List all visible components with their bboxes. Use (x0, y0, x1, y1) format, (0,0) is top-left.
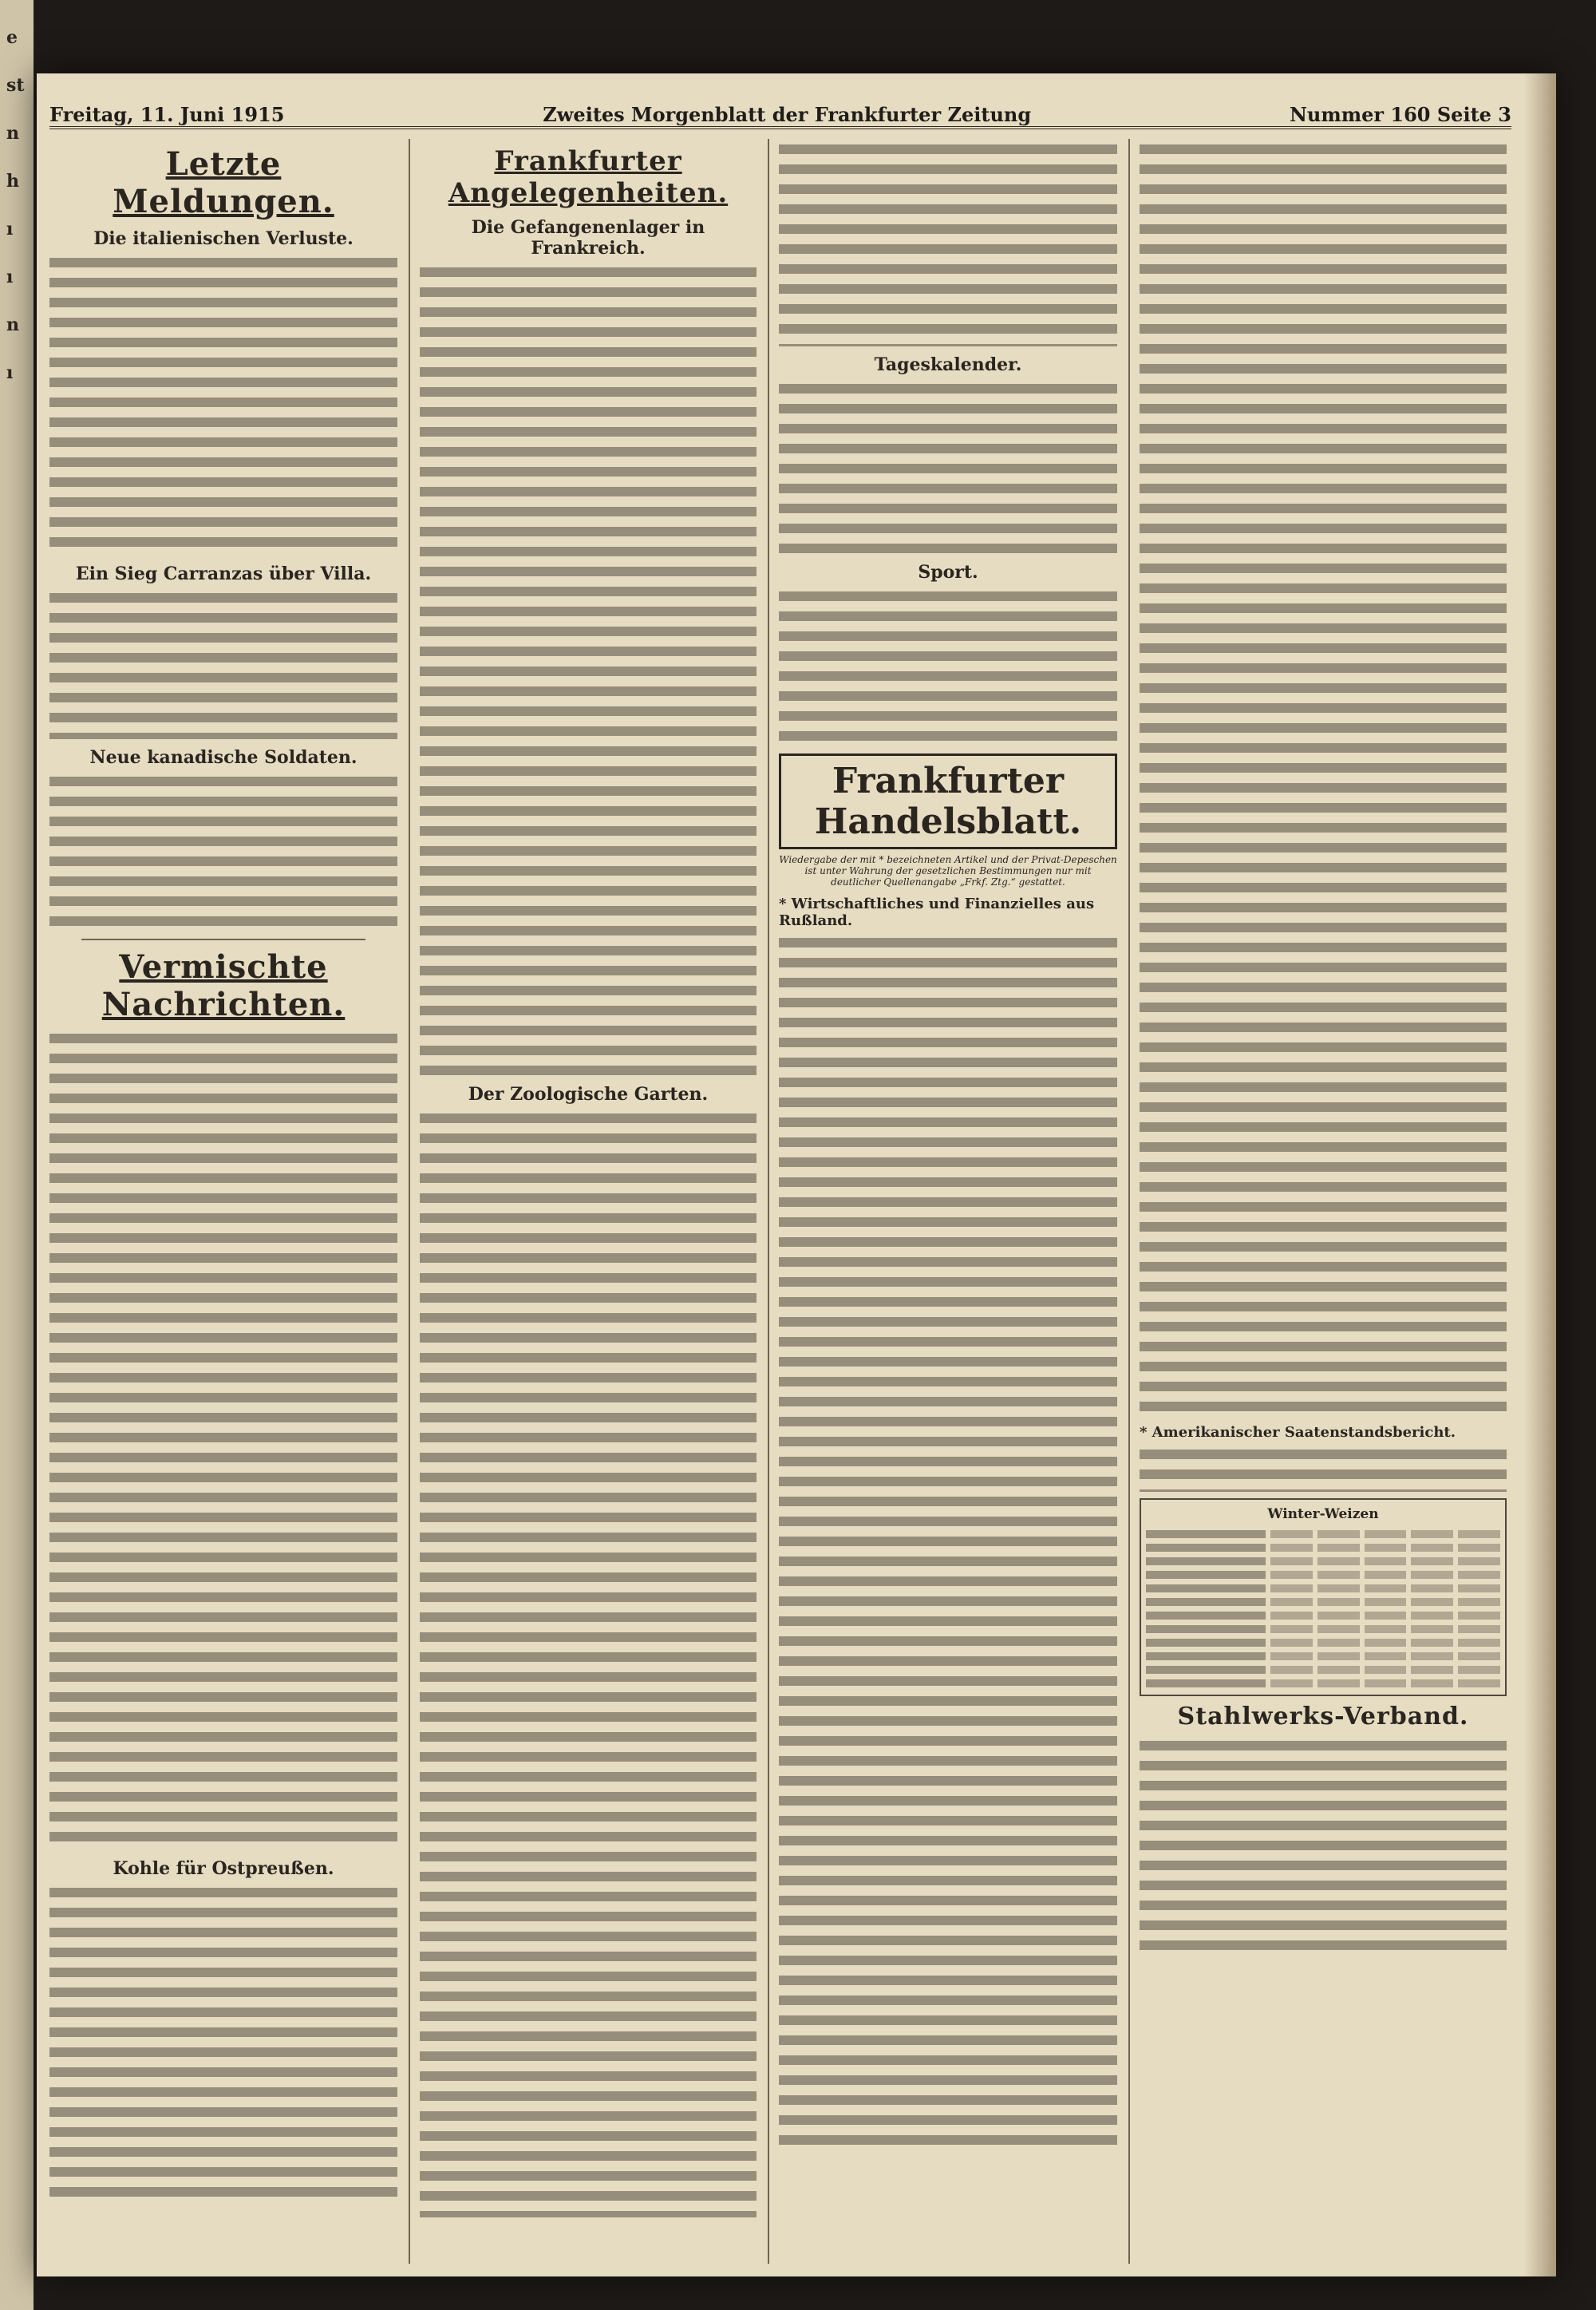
table-row (1146, 1676, 1500, 1687)
article-text (779, 586, 1117, 746)
newspaper-page (37, 73, 1556, 2276)
table-row (1146, 1595, 1500, 1606)
section-banner: Frankfurter Handelsblatt. (779, 754, 1117, 849)
article-text (49, 771, 397, 931)
section-title: Vermischte Nachrichten. (101, 948, 346, 1023)
article-heading: Ein Sieg Carranzas über Villa. (75, 564, 372, 584)
calendar-text (779, 378, 1117, 554)
article-heading: Der Zoologische Garten. (468, 1084, 709, 1105)
article-heading: * Amerikanischer Saatenstandsbericht. (1140, 1424, 1456, 1441)
masthead-date: Freitag, 11. Juni 1915 (49, 103, 285, 126)
article-heading: * Wirtschaftliches und Finanzielles aus Rußland. (779, 896, 1095, 929)
article-text (779, 932, 1117, 2146)
table-row (1146, 1622, 1500, 1633)
section-title: Frankfurter Angelegenheiten. (448, 145, 729, 209)
previous-page-edge: e st n h ı ı n ı (0, 0, 34, 2310)
column-rule (1128, 139, 1130, 2264)
article-text (1140, 139, 1507, 1416)
article-heading: Sport. (918, 562, 978, 583)
column-1 (49, 139, 397, 2264)
crop-table (1140, 1498, 1507, 1696)
table-row (1146, 1636, 1500, 1647)
article-text (779, 139, 1117, 346)
table-row (1146, 1608, 1500, 1620)
table-row (1146, 1663, 1500, 1674)
page-fold-shadow (1524, 73, 1556, 2276)
column-2 (420, 139, 757, 2264)
table-row (1146, 1581, 1500, 1592)
masthead (49, 89, 1511, 129)
copyright-note: Wiedergabe der mit * bezeichneten Artikel und der Privat-Depeschen ist unter Wahrung der gesetzlichen Bestimmungen nur mit deutlicher Quellenangabe „Frkf. Ztg.“ gestattet. (779, 854, 1117, 888)
separator (81, 939, 365, 940)
article-heading: Die italienischen Verluste. (93, 228, 354, 249)
table-row (1146, 1527, 1500, 1538)
section-title: Stahlwerks-Verband. (1177, 1703, 1469, 1731)
article-text (49, 1028, 397, 1850)
masthead-number: Nummer 160 Seite 3 (1289, 103, 1511, 126)
article-text (1140, 1735, 1507, 1951)
column-3 (779, 139, 1117, 2264)
article-text (420, 262, 757, 1076)
column-rule (409, 139, 410, 2264)
table-heading: Winter-Weizen (1267, 1506, 1379, 1522)
masthead-edition: Zweites Morgenblatt der Frankfurter Zeitung (543, 103, 1032, 126)
article-heading: Die Gefangenenlager in Frankreich. (471, 217, 705, 259)
article-text (1140, 1444, 1507, 1492)
article-heading: Tageskalender. (874, 354, 1022, 375)
article-text (49, 1882, 397, 2201)
column-rule (768, 139, 769, 2264)
article-heading: Neue kanadische Soldaten. (89, 747, 358, 768)
column-4 (1140, 139, 1507, 2264)
article-text (49, 587, 397, 739)
article-text (420, 1108, 757, 2217)
table-row (1146, 1541, 1500, 1552)
section-title: Letzte Meldungen. (113, 145, 334, 220)
table-row (1146, 1649, 1500, 1660)
table-row (1146, 1554, 1500, 1565)
article-text (49, 252, 397, 556)
article-heading: Kohle für Ostpreußen. (113, 1858, 334, 1879)
table-row (1146, 1568, 1500, 1579)
